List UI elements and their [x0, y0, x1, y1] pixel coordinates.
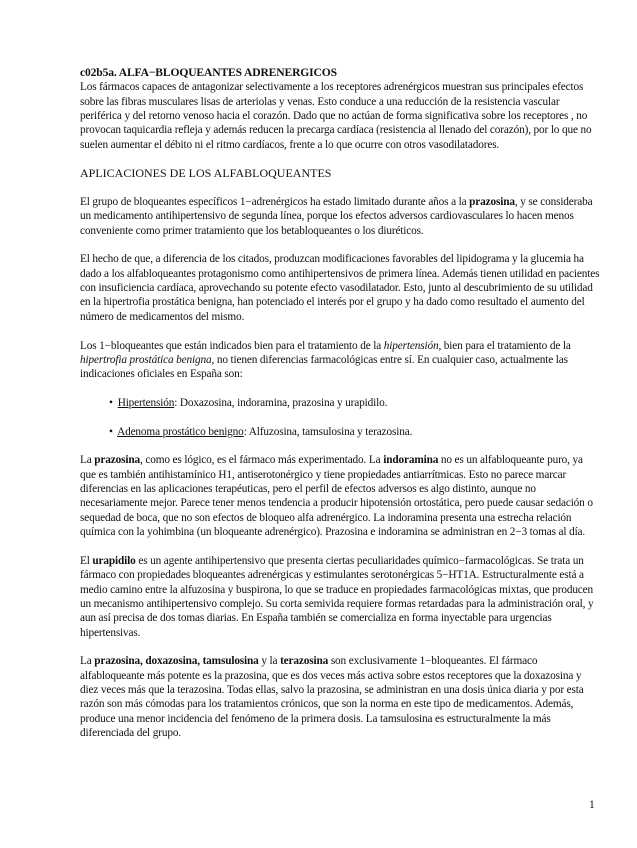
term-terazosina: terazosina — [280, 655, 329, 668]
indication-label: Adenoma prostático benigno — [117, 425, 244, 438]
list-item: • Adenoma prostático benigno: Alfuzosina, tamsulosina y terazosina. — [109, 425, 413, 438]
section-heading: APLICACIONES DE LOS ALFABLOQUEANTES — [80, 166, 332, 181]
term-prazosina: prazosina — [469, 195, 515, 208]
bullet-icon: • — [109, 425, 113, 438]
term-group-drugs: prazosina, doxazosina, tamsulosina — [94, 655, 259, 668]
term-hipertension: hipertensión — [383, 339, 439, 352]
term-indoramina: indoramina — [383, 454, 439, 467]
term-prazosina: prazosina — [94, 454, 141, 467]
bullet-icon: • — [109, 396, 113, 409]
paragraph-prazosina-history: El grupo de bloqueantes específicos 1−adrenérgicos ha estado limitado durante años a la prazosina, y se consideraba un medicamento antihipertensivo de segunda línea, porque los efectos adversos cardiovasculares lo hacen menos conveniente como primer tratamiento que los betabloqueantes o los diuréticos. — [80, 195, 593, 237]
paragraph-indications-intro: Los 1−bloqueantes que están indicados bien para el tratamiento de la hipertensión, bien para el tratamiento de la hipertrofia prostática benigna, no tienen diferencias farmacológicas entre sí. En cualquier caso, actualmente las indicaciones oficiales en España son: — [80, 339, 571, 381]
paragraph-alpha1-selective: La prazosina, doxazosina, tamsulosina y la terazosina son exclusivamente 1−bloqueantes. El fármaco alfabloqueante más potente es la prazosina, que es dos veces más activa sobre estos receptores que la doxazosina y diez veces más que la terazosina. Todas ellas, salvo la prazosina, se administran en una dosis única diaria y por esta razón son más cómodas para los tratamientos crónicos, que son la norma en este tipo de medicamentos. Además, produce una menor incidencia del fenómeno de la primera dosis. La tamsulosina es estructuralmente la más diferenciada del grupo. — [80, 655, 584, 740]
term-urapidilo: urapidilo — [92, 554, 136, 567]
intro-paragraph: Los fármacos capaces de antagonizar selectivamente a los receptores adrenérgicos muestran sus principales efectos sobre las fibras musculares lisas de arteriolas y venas. Esto conduce a una reducción de la resistencia vascular periférica y del retorno venoso hacia el corazón. Dado que no actúan de forma significativa sobre los receptores , no provocan taquicardia refleja y además reducen la precarga cardíaca (resistencia al llenado del corazón), por lo que no suelen aumentar el débito ni el ritmo cardíacos, frente a lo que ocurre con otros vasodilatadores. — [80, 81, 592, 151]
paragraph-first-line: El hecho de que, a diferencia de los citados, produzcan modificaciones favorables del lipidograma y la glucemia ha dado a los alfabloqueantes protagonismo como antihipertensivos de primera línea. Además tienen utilidad en pacientes con insuficiencia cardíaca, aprovechando su potente efecto vasodilatador. Esto, junto al descubrimiento de su utilidad en la hipertrofia prostática benigna, han potenciado el interés por el grupo y ha dado como resultado el aumento del número de medicamentos del mismo. — [80, 253, 600, 323]
paragraph-prazosina-indoramina: La prazosina, como es lógico, es el fármaco más experimentado. La indoramina no es un alfabloqueante puro, ya que es también antihistamínico H1, antiserotonérgico y tiene propiedades antiarrítmicas. Esto no parece marcar diferencias en las aplicaciones terapéuticas, pero el perfil de efectos adversos es algo distinto, aunque no necesariamente mejor. Parece tener menos tendencia a producir hipotensión ortostática, pero puede causar sedación o sequedad de boca, que no son efectos de bloqueo alfa adrenérgico. La indoramina presenta una estrecha relación química con la yohimbina (un bloqueante adrenérgico). Prazosina e indoramina se administran en 2−3 tomas al día. — [80, 454, 593, 539]
list-item: • Hipertensión: Doxazosina, indoramina, prazosina y urapidilo. — [109, 396, 388, 409]
term-hipertrofia: hipertrofia prostática benigna — [80, 353, 212, 366]
page-number: 1 — [589, 799, 595, 811]
paragraph-urapidilo: El urapidilo es un agente antihipertensivo que presenta ciertas peculiaridades químico−farmacológicas. Se trata un fármaco con propiedades bloqueantes adrenérgicas y estimulantes serotonérgicas 5−HT1A. Estructuralmente está a medio camino entre la alfuzosina y buspirona, lo que se traduce en propiedades farmacológicas mixtas, que producen un mecanismo antihipertensivo complejo. Su corta semivida requiere formas retardadas para la administración oral, y aun así precisa de dos tomas diarias. En España también se comercializa en forma inyectable para urgencias hipertensivas. — [80, 554, 594, 639]
indication-label: Hipertensión — [117, 396, 175, 409]
document-title: c02b5a. ALFA−BLOQUEANTES ADRENERGICOS — [80, 66, 337, 79]
document-body — [80, 66, 601, 755]
indications-list — [80, 396, 601, 439]
